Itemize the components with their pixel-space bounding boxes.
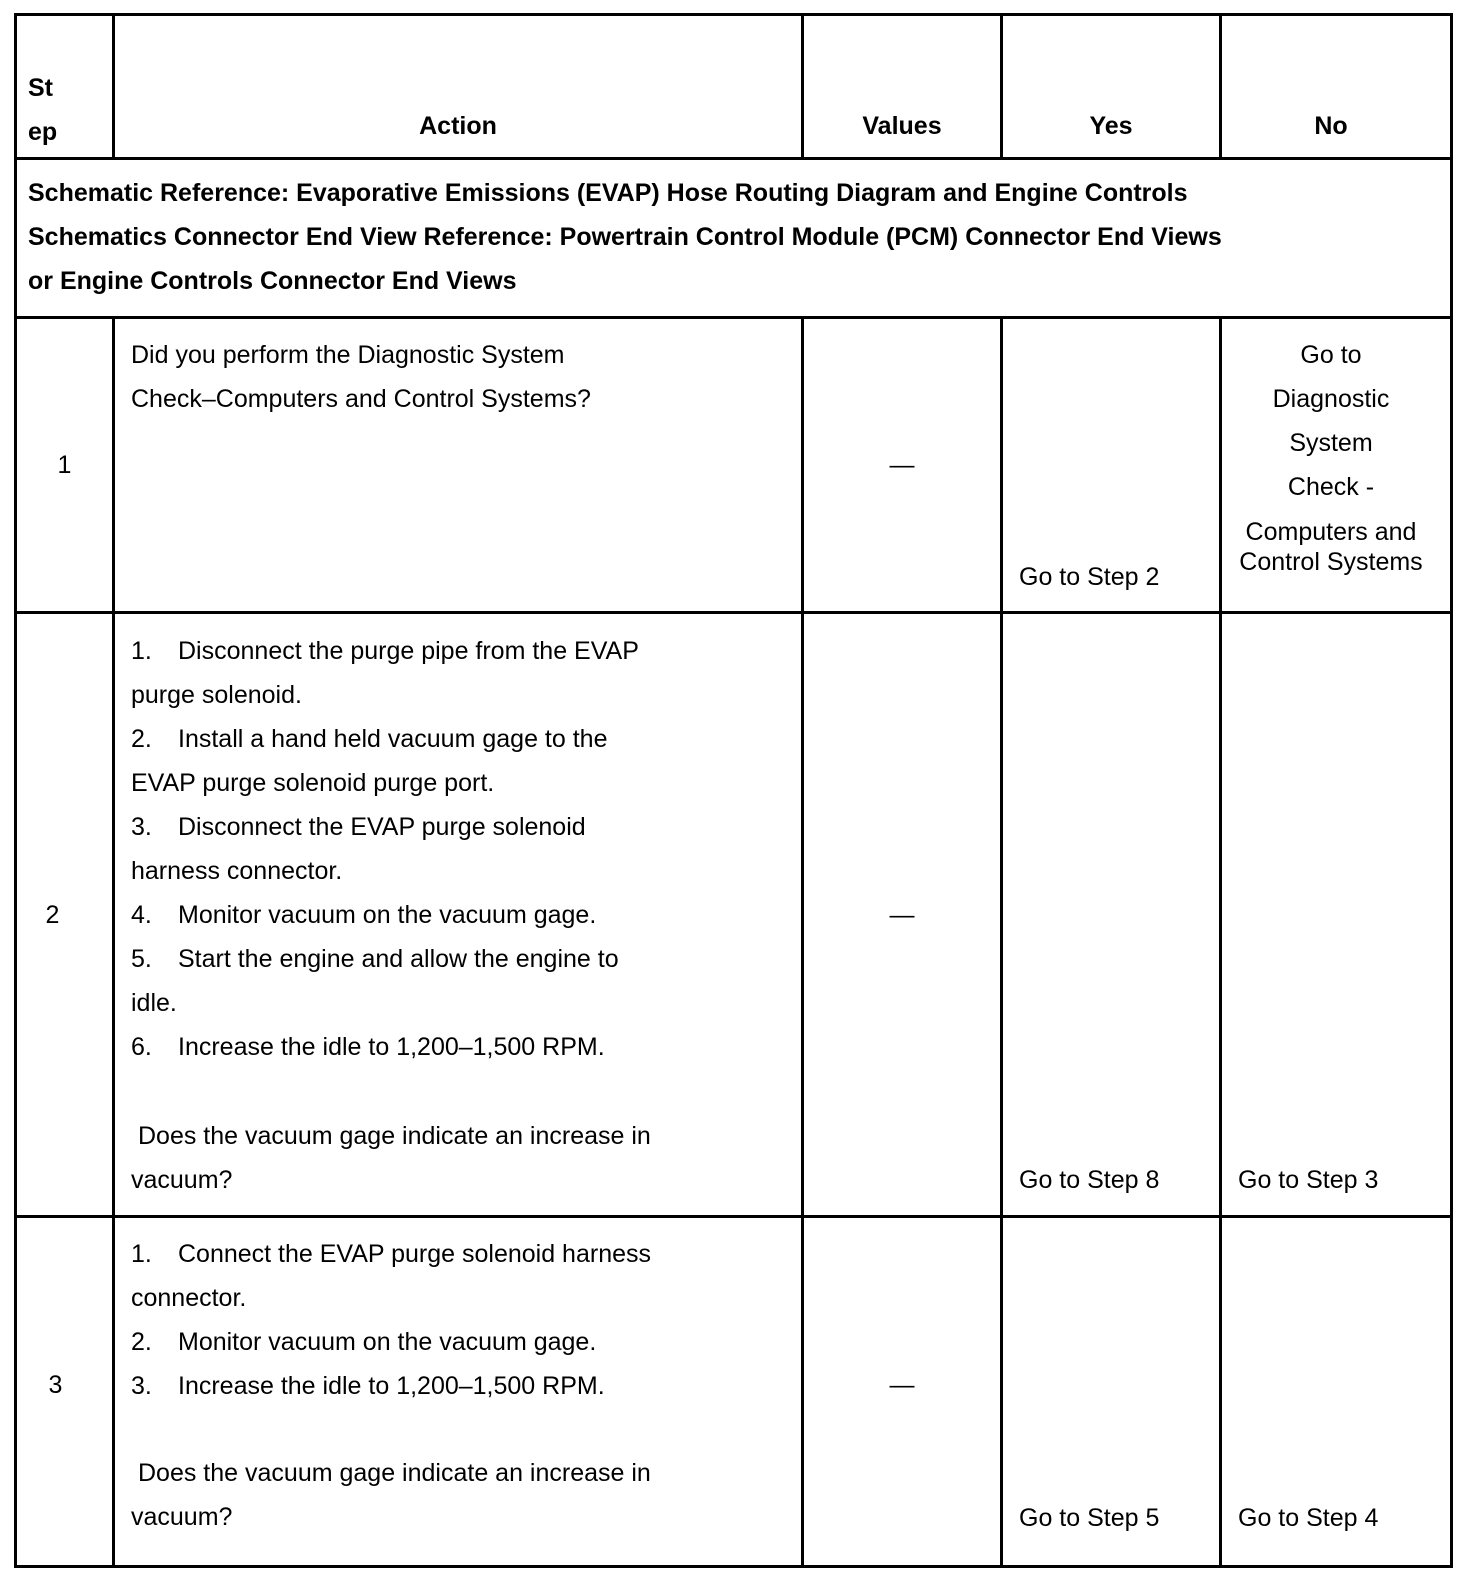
action-step-line (131, 1364, 651, 1408)
action-step-number: 4. (131, 901, 152, 929)
step-number: 2 (45, 901, 60, 929)
action-step-continuation: connector. (131, 1284, 247, 1312)
action-step-text: Start the engine and allow the engine to (178, 945, 619, 973)
reference-line: Schematic Reference: Evaporative Emissions (EVAP) Hose Routing Diagram and Engine Controls (28, 179, 1188, 207)
col-divider-step (112, 316, 115, 1568)
question-line: Does the vacuum gage indicate an increase in (138, 1122, 651, 1150)
action-step-number: 2. (131, 725, 152, 753)
action-step-line (131, 805, 639, 849)
action-step-number: 3. (131, 813, 152, 841)
yes-result: Go to Step 2 (1019, 563, 1160, 591)
values-cell: — (889, 451, 915, 479)
no-line: Computers and (1245, 518, 1417, 546)
col-divider-values (1000, 316, 1003, 1568)
action-step-text: Connect the EVAP purge solenoid harness (178, 1240, 651, 1268)
action-step-continuation: idle. (131, 989, 177, 1017)
action-step-continuation: harness connector. (131, 857, 343, 885)
action-step-text: Monitor vacuum on the vacuum gage. (178, 1328, 597, 1356)
header-no: No (1314, 112, 1348, 140)
action-step-number: 6. (131, 1033, 152, 1061)
question-text (131, 1451, 651, 1539)
reference-line: Schematics Connector End View Reference: Powertrain Control Module (PCM) Connector End Views (28, 223, 1222, 251)
action-step-text: Increase the idle to 1,200–1,500 RPM. (178, 1372, 605, 1400)
action-text (131, 629, 639, 1069)
action-step-continuation: EVAP purge solenoid purge port. (131, 769, 495, 797)
action-step-text: Install a hand held vacuum gage to the (178, 725, 608, 753)
action-step-text: Increase the idle to 1,200–1,500 RPM. (178, 1033, 605, 1061)
action-step-number: 3. (131, 1372, 152, 1400)
question-text (131, 1114, 651, 1202)
question-line: vacuum? (131, 1503, 233, 1531)
action-text (131, 1232, 651, 1408)
no-result (1222, 333, 1440, 577)
no-line: System (1289, 429, 1373, 457)
no-line: Control Systems (1239, 548, 1423, 576)
yes-result: Go to Step 5 (1019, 1504, 1160, 1532)
reference-divider (14, 316, 1453, 319)
action-step-line (131, 629, 639, 673)
values-cell: — (889, 901, 915, 929)
action-step-text: Monitor vacuum on the vacuum gage. (178, 901, 597, 929)
header-step-line1: St (28, 74, 53, 102)
action-text (131, 333, 591, 421)
action-step-text: Disconnect the EVAP purge solenoid (178, 813, 586, 841)
action-line: Did you perform the Diagnostic System (131, 341, 565, 369)
action-step-line (131, 1320, 651, 1364)
header-yes: Yes (1089, 112, 1133, 140)
values-cell: — (889, 1371, 915, 1399)
action-line: Check–Computers and Control Systems? (131, 385, 591, 413)
yes-result: Go to Step 8 (1019, 1166, 1160, 1194)
action-step-number: 5. (131, 945, 152, 973)
no-line: Diagnostic (1272, 385, 1390, 413)
action-step-text: Disconnect the purge pipe from the EVAP (178, 637, 639, 665)
step-number: 3 (48, 1371, 63, 1399)
question-line: Does the vacuum gage indicate an increase in (138, 1459, 651, 1487)
action-step-line (131, 1232, 651, 1276)
no-result: Go to Step 3 (1238, 1166, 1379, 1194)
no-line: Go to (1300, 341, 1362, 369)
header-step (28, 66, 57, 154)
action-step-number: 1. (131, 637, 152, 665)
row-2-divider (14, 1215, 1453, 1218)
action-step-continuation: purge solenoid. (131, 681, 302, 709)
action-step-line (131, 1025, 639, 1069)
question-line: vacuum? (131, 1166, 233, 1194)
no-result: Go to Step 4 (1238, 1504, 1379, 1532)
step-number: 1 (57, 451, 72, 479)
action-step-number: 1. (131, 1240, 152, 1268)
schematic-reference (28, 172, 1222, 304)
no-line: Check - (1287, 473, 1375, 501)
reference-line: or Engine Controls Connector End Views (28, 267, 517, 295)
action-step-number: 2. (131, 1328, 152, 1356)
header-step-line2: ep (28, 118, 58, 146)
header-values: Values (862, 112, 942, 140)
header-divider (14, 157, 1453, 160)
action-step-line (131, 717, 639, 761)
action-step-line (131, 893, 639, 937)
action-step-line (131, 937, 639, 981)
row-1-divider (14, 611, 1453, 614)
header-action: Action (419, 112, 497, 140)
